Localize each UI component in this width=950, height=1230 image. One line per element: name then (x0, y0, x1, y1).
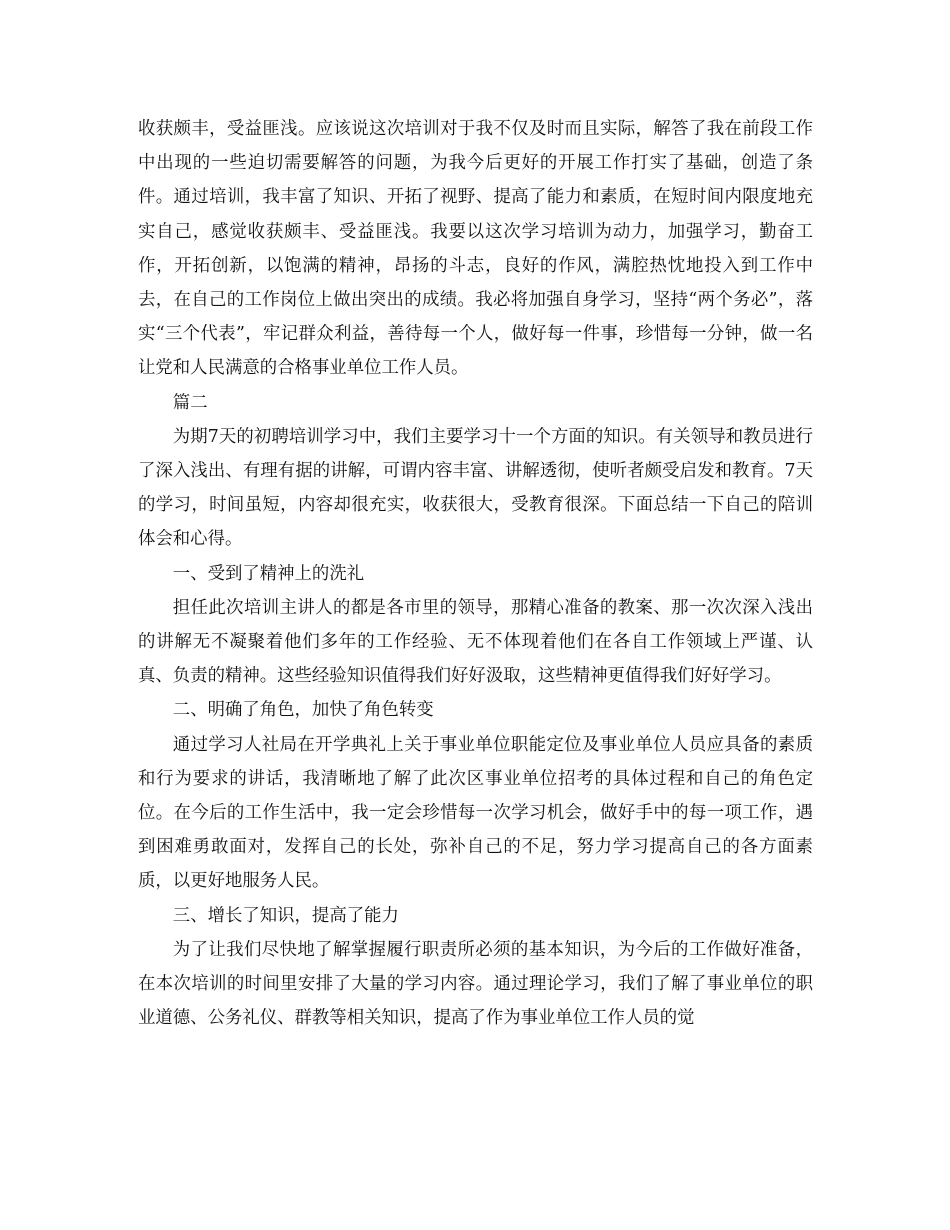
subheading-one: 一、受到了精神上的洗礼 (172, 563, 365, 584)
paragraph-one: 担任此次培训主讲人的都是各市里的领导，那精心准备的教案、那一次次深入浅出的讲解无不凝聚着他们多年的工作经验、无不体现着他们在各自工作领域上严谨、认真、负责的精神。这些经验知识值得我们好好汲取，这些精神更值得我们好好学习。 (138, 597, 813, 687)
subheading-two: 二、明确了角色，加快了角色转变 (172, 700, 434, 721)
document-body (138, 112, 813, 1035)
paragraph-intro: 为期7天的初聘培训学习中，我们主要学习十一个方面的知识。有关领导和教员进行了深入浅出、有理有据的讲解，可谓内容丰富、讲解透彻，使听者颇受启发和教育。7天的学习，时间虽短，内容却很充实，收获很大，受教育很深。下面总结一下自己的陪训体会和心得。 (138, 426, 813, 550)
section-heading-part-two: 篇二 (172, 392, 208, 413)
subheading-three: 三、增长了知识，提高了能力 (172, 905, 399, 926)
paragraph-two: 通过学习人社局在开学典礼上关于事业单位职能定位及事业单位人员应具备的素质和行为要求的讲话，我清晰地了解了此次区事业单位招考的具体过程和自己的角色定位。在今后的工作生活中，我一定会珍惜每一次学习机会，做好手中的每一项工作，遇到困难勇敢面对，发挥自己的长处，弥补自己的不足，努力学习提高自己的各方面素质，以更好地服务人民。 (138, 734, 813, 892)
paragraph-three: 为了让我们尽快地了解掌握履行职责所必须的基本知识，为今后的工作做好准备，在本次培训的时间里安排了大量的学习内容。通过理论学习，我们了解了事业单位的职业道德、公务礼仪、群教等相关知识，提高了作为事业单位工作人员的觉 (138, 939, 813, 1029)
paragraph-continuation: 收获颇丰，受益匪浅。应该说这次培训对于我不仅及时而且实际，解答了我在前段工作中出现的一些迫切需要解答的问题，为我今后更好的开展工作打实了基础，创造了条件。通过培训，我丰富了知识、开拓了视野、提高了能力和素质，在短时间内限度地充实自己，感觉收获颇丰、受益匪浅。我要以这次学习培训为动力，加强学习，勤奋工作，开拓创新，以饱满的精神，昂扬的斗志，良好的作风，满腔热忱地投入到工作中去，在自己的工作岗位上做出突出的成绩。我必将加强自身学习，坚持“两个务必”，落实“三个代表”，牢记群众利益，善待每一个人，做好每一件事，珍惜每一分钟，做一名让党和人民满意的合格事业单位工作人员。 (138, 119, 813, 379)
